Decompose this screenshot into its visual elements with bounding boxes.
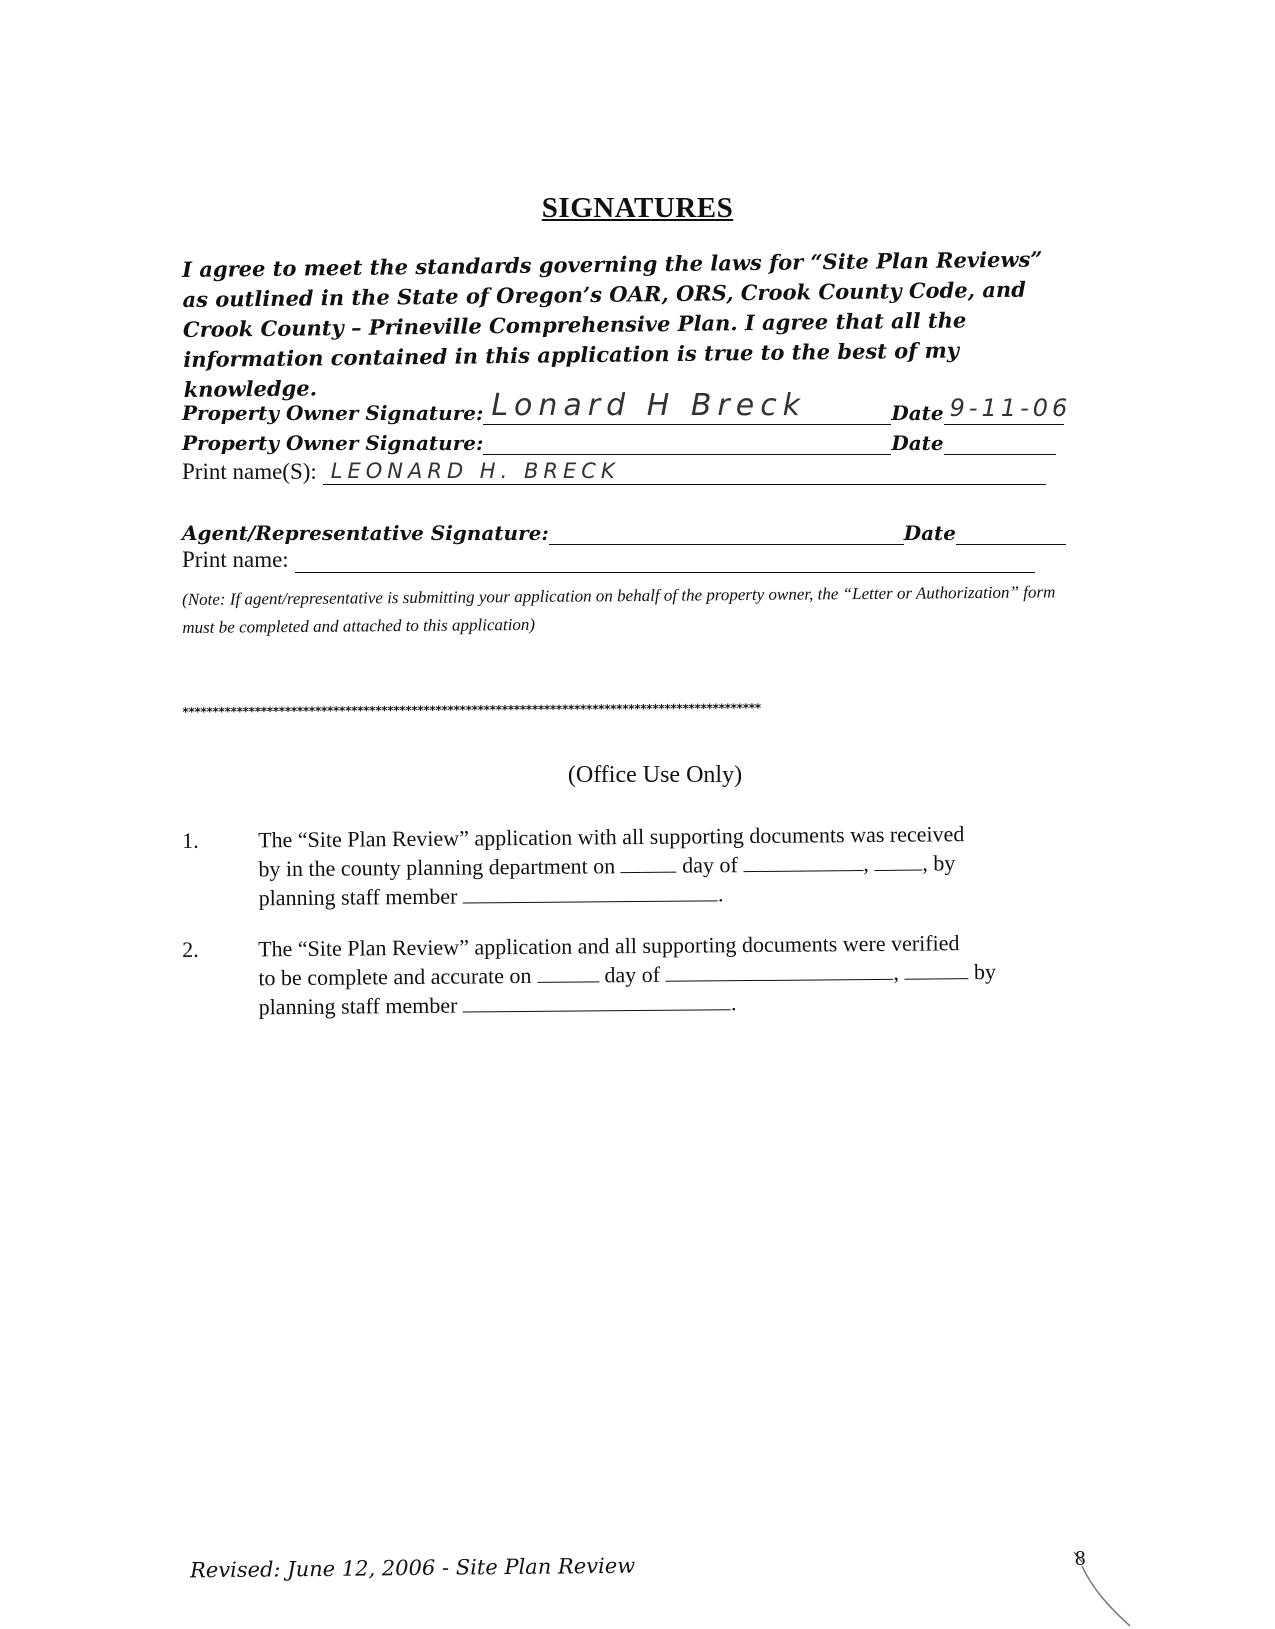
item-text: , (893, 959, 900, 985)
item-text: day of (682, 852, 738, 878)
item-text: . (717, 881, 724, 907)
item-text: , by (922, 850, 956, 876)
agent-print-label: Print name: (182, 547, 289, 572)
owner-signature-label: Property Owner Signature: (182, 401, 484, 425)
agent-note: (Note: If agent/representative is submitting your application on behalf of the property owner, the “Letter or Authorization” form must be completed and attached to this application) (182, 582, 1056, 637)
year-blank[interactable] (874, 852, 922, 871)
owner-date-line[interactable] (944, 394, 1072, 425)
revision-footer: Revised: June 12, 2006 - Site Plan Review (189, 1553, 636, 1583)
handwritten-date: 9-11-06 (949, 394, 1072, 422)
staff-member-blank[interactable] (463, 991, 731, 1012)
date-label: Date (891, 431, 944, 455)
agent-print-row (182, 546, 1035, 573)
item-text: day of (604, 961, 661, 988)
item-text: , (863, 851, 869, 877)
item-text: planning staff member (258, 883, 458, 911)
date-label: Date (903, 521, 956, 545)
page-title: SIGNATURES (541, 192, 734, 224)
owner-signature-line[interactable] (483, 388, 891, 425)
item-text: by in the county planning department on (258, 853, 616, 882)
agent-signature-line[interactable] (549, 518, 904, 545)
agent-signature-label: Agent/Representative Signature: (182, 521, 549, 545)
handwritten-signature: Lonard H Breck (491, 388, 807, 423)
agent-signature-row (182, 518, 1066, 545)
day-blank[interactable] (621, 854, 677, 873)
month-blank[interactable] (665, 961, 893, 982)
item-number: 2. (182, 936, 199, 962)
item-line: The “Site Plan Review” application and all supporting documents were verified (258, 930, 960, 962)
staff-member-blank[interactable] (463, 882, 718, 903)
item-number: 1. (182, 827, 199, 853)
office-use-heading: (Office Use Only) (567, 762, 743, 788)
print-names-line[interactable] (323, 458, 1046, 485)
item-text: to be complete and accurate on (258, 962, 532, 991)
day-blank[interactable] (537, 963, 599, 983)
agent-date-line[interactable] (956, 518, 1066, 545)
office-item-1 (182, 818, 1083, 913)
separator: ************************************************************************************************ (181, 701, 761, 720)
item-line: The “Site Plan Review” application with all supporting documents was received (258, 821, 965, 853)
owner-date-line-2[interactable] (944, 428, 1056, 455)
date-label: Date (891, 401, 944, 425)
handwritten-print-name: LEONARD H. BRECK (330, 459, 620, 483)
year-blank[interactable] (904, 960, 968, 980)
item-text: planning staff member (258, 992, 458, 1020)
owner-signature-row-2 (182, 428, 1056, 455)
owner-signature-line-2[interactable] (483, 428, 891, 455)
item-text: . (730, 990, 737, 1016)
print-names-label: Print name(S): (182, 459, 317, 484)
month-blank[interactable] (743, 852, 863, 872)
page-number: 8 (1075, 1546, 1086, 1570)
print-names-row (182, 458, 1046, 485)
item-text: by (973, 958, 997, 985)
owner-signature-row-1 (182, 388, 1072, 425)
office-item-2 (182, 927, 1083, 1022)
owner-signature-label: Property Owner Signature: (182, 431, 484, 455)
agent-print-line[interactable] (295, 546, 1035, 573)
agreement-statement: I agree to meet the standards governing the laws for “Site Plan Reviews” as outlined in the State of Oregon’s OAR, ORS, Crook County Code, and Crook County – Prineville Comprehensive Plan. I agree that all the information contained in this application is true to the best of my knowledge. (182, 246, 1043, 402)
